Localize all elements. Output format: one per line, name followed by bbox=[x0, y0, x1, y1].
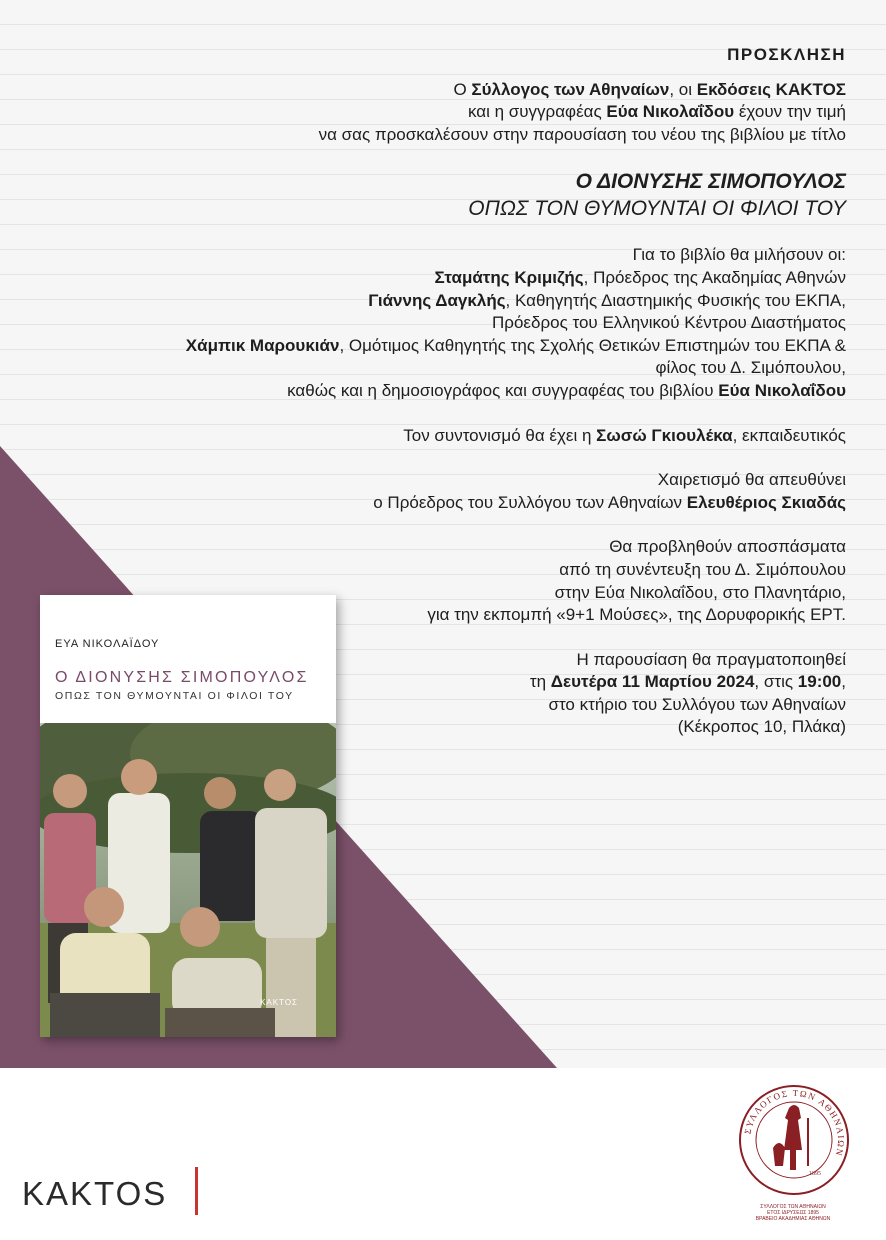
book-title: Ο ΔΙΟΝΥΣΗΣ ΣΙΜΟΠΟΥΛΟΣ bbox=[575, 170, 846, 194]
cover-author: ΕΥΑ ΝΙΚΟΛΑΪΔΟΥ bbox=[55, 638, 160, 650]
seal-caption: ΣΥΛΛΟΓΟΣ ΤΩΝ ΑΘΗΝΑΙΩΝ ΕΤΟΣ ΙΔΡΥΣΕΩΣ 1895 ΒΡΑΒΕΙΟ ΑΚΑΔΗΜΙΑΣ ΑΘΗΝΩΝ bbox=[755, 1204, 831, 1222]
speaker-1: Σταμάτης Κριμιζής, Πρόεδρος της Ακαδημίας Αθηνών bbox=[434, 267, 846, 287]
cover-title: Ο ΔΙΟΝΥΣΗΣ ΣΙΜΟΠΟΥΛΟΣ bbox=[55, 669, 309, 686]
invitation-heading: ΠΡΟΣΚΛΗΣΗ bbox=[727, 45, 846, 64]
svg-text:1895: 1895 bbox=[809, 1171, 821, 1177]
when-line-4: (Κέκροπος 10, Πλάκα) bbox=[677, 717, 846, 737]
svg-text:ΣΥΛΛΟΓΟΣ ΤΩΝ ΑΘΗΝΑΙΩΝ: ΣΥΛΛΟΓΟΣ ΤΩΝ ΑΘΗΝΑΙΩΝ bbox=[742, 1087, 847, 1159]
cover-photo bbox=[40, 723, 336, 1037]
cover-publisher: ΚΑΚΤΟΣ bbox=[260, 998, 298, 1007]
speaker-2-role-cont: Πρόεδρος του Ελληνικού Κέντρου Διαστήματος bbox=[492, 313, 846, 333]
speaker-3: Χάμπικ Μαρουκιάν, Ομότιμος Καθηγητής της Σχολής Θετικών Επιστημών του ΕΚΠΑ & bbox=[185, 335, 846, 355]
book-cover bbox=[40, 595, 336, 1037]
intro-line-1: Ο Σύλλογος των Αθηναίων, οι Εκδόσεις ΚΑΚΤΟΣ bbox=[453, 79, 846, 99]
syllogos-seal-icon bbox=[737, 1078, 851, 1202]
speaker-2: Γιάννης Δαγκλής, Καθηγητής Διαστημικής Φυσικής του ΕΚΠΑ, bbox=[368, 290, 846, 310]
speaker-4: καθώς και η δημοσιογράφος και συγγραφέας του βιβλίου Εύα Νικολαΐδου bbox=[287, 380, 846, 400]
speaker-3-role-cont: φίλος του Δ. Σιμόπουλου, bbox=[655, 358, 846, 378]
greeting-line-2: ο Πρόεδρος του Συλλόγου των Αθηναίων Ελευθέριος Σκιαδάς bbox=[373, 492, 846, 512]
group-photo-illustration bbox=[40, 723, 336, 1037]
book-subtitle: ΟΠΩΣ ΤΟΝ ΘΥΜΟΥΝΤΑΙ ΟΙ ΦΙΛΟΙ ΤΟΥ bbox=[468, 197, 846, 221]
clips-line-1: Θα προβληθούν αποσπάσματα bbox=[609, 537, 846, 557]
when-line-2: τη Δευτέρα 11 Μαρτίου 2024, στις 19:00, bbox=[529, 672, 846, 692]
coordinator-line: Τον συντονισμό θα έχει η Σωσώ Γκιουλέκα, εκπαιδευτικός bbox=[403, 425, 846, 445]
clips-line-4: για την εκπομπή «9+1 Μούσες», της Δορυφορικής ΕΡΤ. bbox=[427, 605, 846, 625]
logo-accent-bar bbox=[195, 1167, 198, 1215]
clips-line-2: από τη συνέντευξη του Δ. Σιμόπουλου bbox=[559, 559, 846, 579]
clips-line-3: στην Εύα Νικολαΐδου, στο Πλανητάριο, bbox=[554, 582, 846, 602]
intro-line-3: να σας προσκαλέσουν στην παρουσίαση του νέου της βιβλίου με τίτλο bbox=[318, 124, 846, 144]
greeting-line-1: Χαιρετισμό θα απευθύνει bbox=[657, 470, 846, 490]
intro-line-2: και η συγγραφέας Εύα Νικολαΐδου έχουν την τιμή bbox=[467, 102, 846, 122]
kaktos-logo: KAKTOS bbox=[22, 1175, 168, 1212]
cover-subtitle: ΟΠΩΣ ΤΟΝ ΘΥΜΟΥΝΤΑΙ ΟΙ ΦΙΛΟΙ ΤΟΥ bbox=[55, 690, 294, 702]
speakers-intro: Για το βιβλίο θα μιλήσουν οι: bbox=[632, 245, 846, 265]
when-line-1: Η παρουσίαση θα πραγματοποιηθεί bbox=[576, 649, 846, 669]
when-line-3: στο κτήριο του Συλλόγου των Αθηναίων bbox=[548, 694, 846, 714]
